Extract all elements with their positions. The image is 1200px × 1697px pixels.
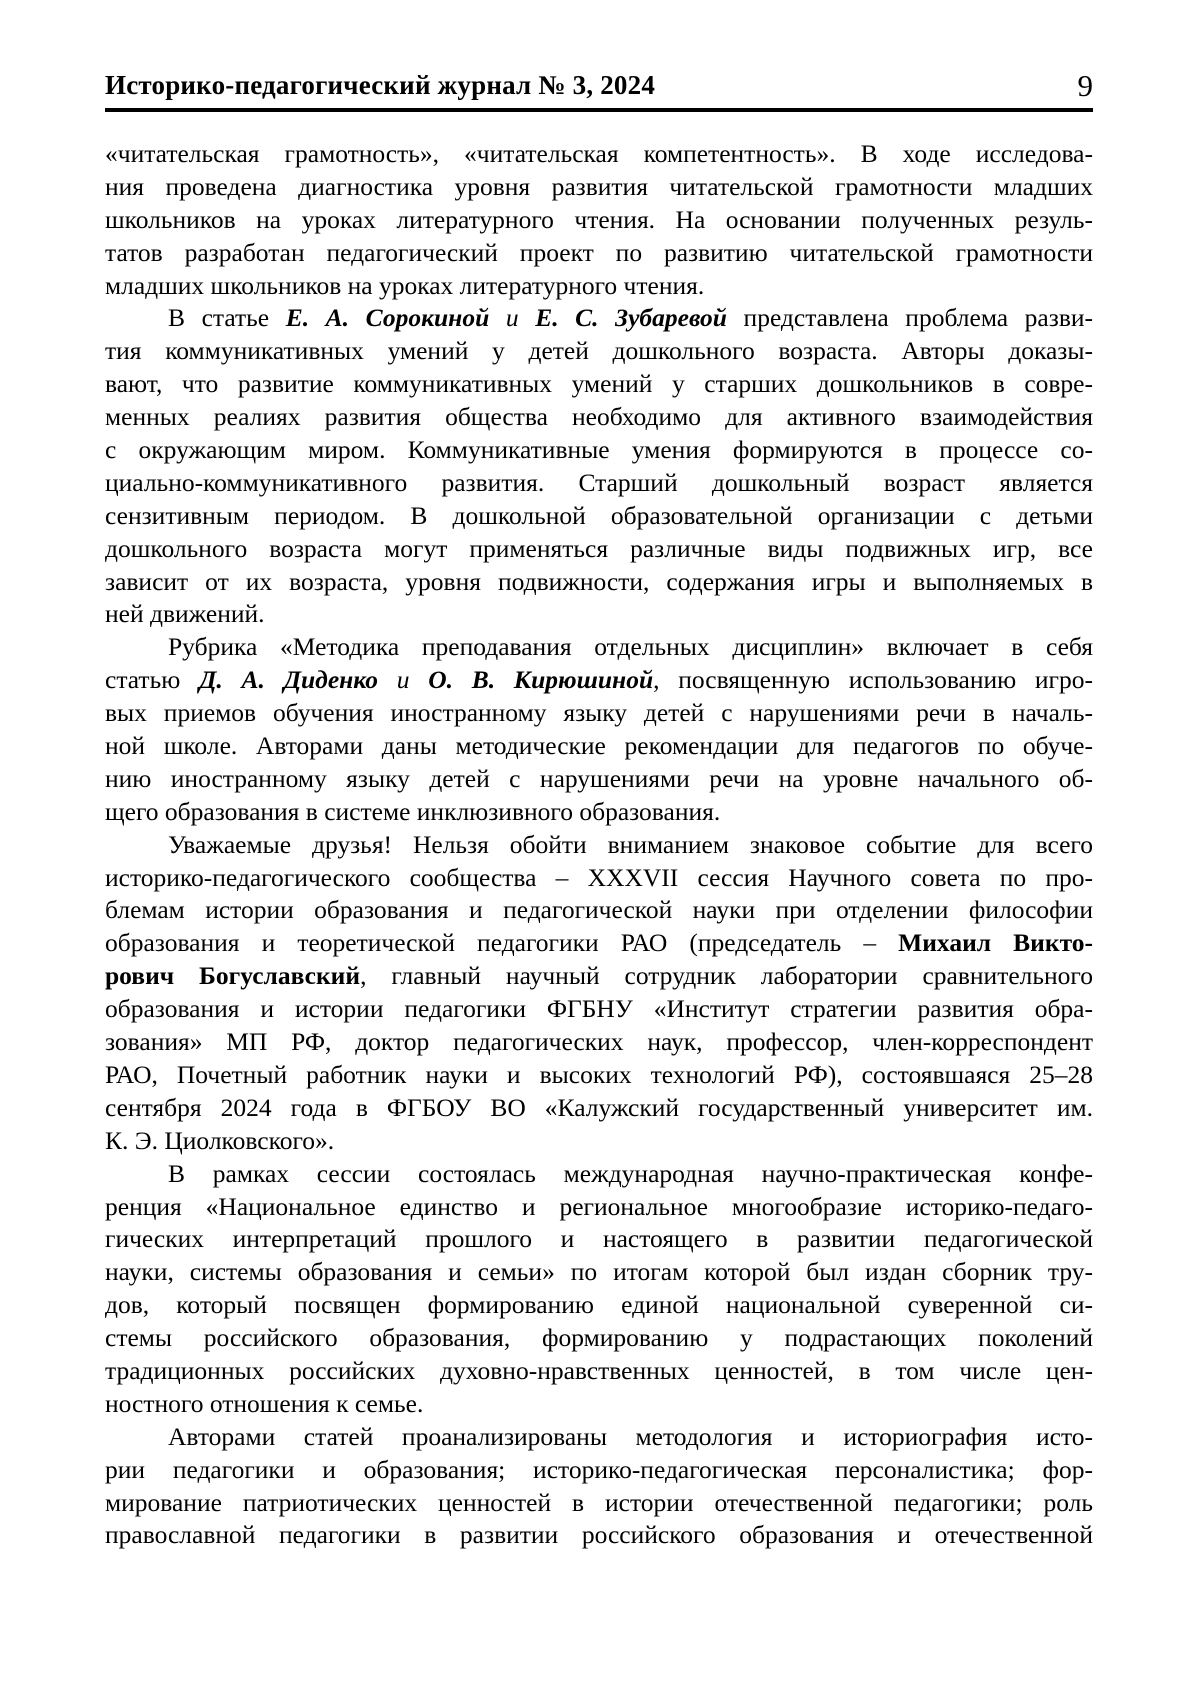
text-run: Авторами статей проанализированы методология и историография исто- [168, 1421, 1093, 1451]
text-line [105, 664, 1093, 697]
text-run: В рамках сессии состоялась международная научно-практическая конфе- [168, 1158, 1093, 1188]
text-run: и [505, 303, 519, 333]
text-run: дошкольного возраста могут применяться различные виды подвижных игр, все [105, 533, 1093, 563]
text-line [105, 993, 1093, 1026]
paragraph [105, 631, 1093, 828]
text-run: Д. А. Диденко [198, 665, 378, 695]
text-run: Рубрика «Методика преподавания отдельных дисциплин» включает в себя [168, 632, 1093, 662]
text-line [105, 138, 1093, 171]
text-run: рович Богуславский [105, 961, 361, 991]
page-number: 9 [1077, 68, 1093, 103]
text-run: школьников на уроках литературного чтения. На основании полученных резуль- [105, 204, 1093, 234]
text-line [105, 1223, 1093, 1256]
text-line [105, 204, 1093, 237]
text-run [378, 665, 397, 694]
article-text [105, 138, 1093, 1552]
paragraph [105, 829, 1093, 1158]
text-line [105, 500, 1093, 533]
text-line [105, 401, 1093, 434]
text-run: менных реалиях развития общества необходимо для активного взаимодействия [105, 402, 1093, 432]
text-run: образования и теоретической педагогики РАО (председатель – [105, 928, 899, 958]
text-line [105, 533, 1093, 566]
text-run: мирование патриотических ценностей в истории отечественной педагогики; роль [105, 1487, 1093, 1517]
text-run: сензитивным периодом. В дошкольной образовательной организации с детьми [105, 500, 1093, 530]
text-line [105, 1092, 1093, 1125]
text-line [105, 1026, 1093, 1059]
text-run: традиционных российских духовно-нравственных ценностей, в том числе цен- [105, 1355, 1093, 1385]
text-line [105, 237, 1093, 270]
text-line [105, 1322, 1093, 1355]
text-run [409, 665, 428, 694]
text-run: нию иностранному языку детей с нарушениями речи на уровне начального об- [105, 763, 1093, 793]
text-line [105, 598, 1093, 631]
text-line [105, 1487, 1093, 1520]
text-run: О. В. Кирюшиной [428, 665, 654, 695]
text-run: сентября 2024 года в ФГБОУ ВО «Калужский государственный университет им. [105, 1092, 1093, 1122]
text-run: блемам истории образования и педагогической науки при отделении философии [105, 895, 1093, 925]
text-line [105, 796, 1093, 829]
paragraph [105, 1421, 1093, 1553]
text-run: ренция «Национальное единство и региональное многообразие историко-педаго- [105, 1191, 1093, 1221]
text-line [105, 1355, 1093, 1388]
text-line [105, 1256, 1093, 1289]
text-line [105, 1388, 1093, 1421]
text-run: татов разработан педагогический проект по развитию читательской грамотности [105, 237, 1093, 267]
text-line [105, 1191, 1093, 1224]
text-run: ностного отношения к семье. [105, 1388, 424, 1418]
text-run: Михаил Викто- [898, 928, 1093, 958]
text-line [105, 566, 1093, 599]
text-run: историко-педагогического сообщества – XXXVII сессия Научного совета по про- [105, 862, 1093, 892]
text-line [105, 368, 1093, 401]
text-run: вают, что развитие коммуникативных умений у старших дошкольников в совре- [105, 369, 1093, 399]
text-line [105, 467, 1093, 500]
text-run: В статье [168, 303, 286, 333]
text-run [489, 303, 506, 332]
text-line [105, 335, 1093, 368]
text-run: щего образования в системе инклюзивного образования. [105, 796, 721, 826]
text-line [105, 1158, 1093, 1191]
text-run: вых приемов обучения иностранному языку детей с нарушениями речи в началь- [105, 698, 1093, 728]
text-run: Е. А. Сорокиной [285, 303, 490, 333]
text-line [105, 697, 1093, 730]
text-run: рии педагогики и образования; историко-педагогическая персоналистика; фор- [105, 1454, 1093, 1484]
text-line [105, 763, 1093, 796]
text-run: представлена проблема разви- [726, 303, 1093, 333]
text-run: статью [105, 665, 199, 695]
text-run: циально-коммуникативного развития. Старший дошкольный возраст является [105, 467, 1093, 497]
paragraph [105, 138, 1093, 302]
paragraph [105, 302, 1093, 631]
text-run: и [396, 665, 410, 695]
text-run: К. Э. Циолковского». [105, 1125, 335, 1155]
text-line [105, 434, 1093, 467]
text-line [105, 171, 1093, 204]
text-run: дов, который посвящен формированию единой национальной суверенной си- [105, 1290, 1093, 1320]
text-line [105, 730, 1093, 763]
text-run: гических интерпретаций прошлого и настоящего в развитии педагогической [105, 1224, 1093, 1254]
text-run: «читательская грамотность», «читательская компетентность». В ходе исследова- [105, 139, 1093, 168]
header-row [105, 70, 1093, 101]
text-run: Е. С. Зубаревой [535, 303, 727, 333]
journal-title: Историко-педагогический журнал № 3, 2024 [105, 70, 656, 101]
text-run: младших школьников на уроках литературного чтения. [105, 270, 705, 300]
text-run: , главный научный сотрудник лаборатории сравнительного [360, 961, 1093, 991]
text-run: православной педагогики в развитии российского образования и отечественной [105, 1520, 1093, 1550]
text-run: зависит от их возраста, уровня подвижности, содержания игры и выполняемых в [105, 566, 1093, 596]
text-run: образования и истории педагогики ФГБНУ «Институт стратегии развития обра- [105, 994, 1093, 1024]
text-run: , посвященную использованию игро- [653, 665, 1093, 695]
text-line [105, 862, 1093, 895]
text-line [105, 1454, 1093, 1487]
text-line [105, 894, 1093, 927]
text-line [105, 1519, 1093, 1552]
text-run: ния проведена диагностика уровня развития читательской грамотности младших [105, 171, 1093, 201]
text-line [105, 270, 1093, 303]
text-line [105, 631, 1093, 664]
text-run: тия коммуникативных умений у детей дошкольного возраста. Авторы доказы- [105, 336, 1093, 366]
text-run [519, 303, 536, 332]
text-run: стемы российского образования, формированию у подрастающих поколений [105, 1323, 1093, 1353]
text-line [105, 829, 1093, 862]
text-line [105, 302, 1093, 335]
text-line [105, 1125, 1093, 1158]
paragraph [105, 1158, 1093, 1421]
text-line [105, 927, 1093, 960]
page-header [105, 70, 1093, 112]
text-run: ней движений. [105, 599, 265, 629]
text-line [105, 1289, 1093, 1322]
text-run: с окружающим миром. Коммуникативные умения формируются в процессе со- [105, 435, 1093, 465]
text-line [105, 960, 1093, 993]
text-run: зования» МП РФ, доктор педагогических наук, профессор, член-корреспондент [105, 1027, 1093, 1057]
text-line [105, 1421, 1093, 1454]
text-line [105, 1059, 1093, 1092]
text-run: науки, системы образования и семьи» по итогам которой был издан сборник тру- [105, 1257, 1093, 1287]
text-run: РАО, Почетный работник науки и высоких технологий РФ), состоявшаяся 25–28 [105, 1059, 1093, 1089]
text-run: ной школе. Авторами даны методические рекомендации для педагогов по обуче- [105, 731, 1093, 761]
text-run: Уважаемые друзья! Нельзя обойти вниманием знаковое событие для всего [168, 829, 1093, 859]
